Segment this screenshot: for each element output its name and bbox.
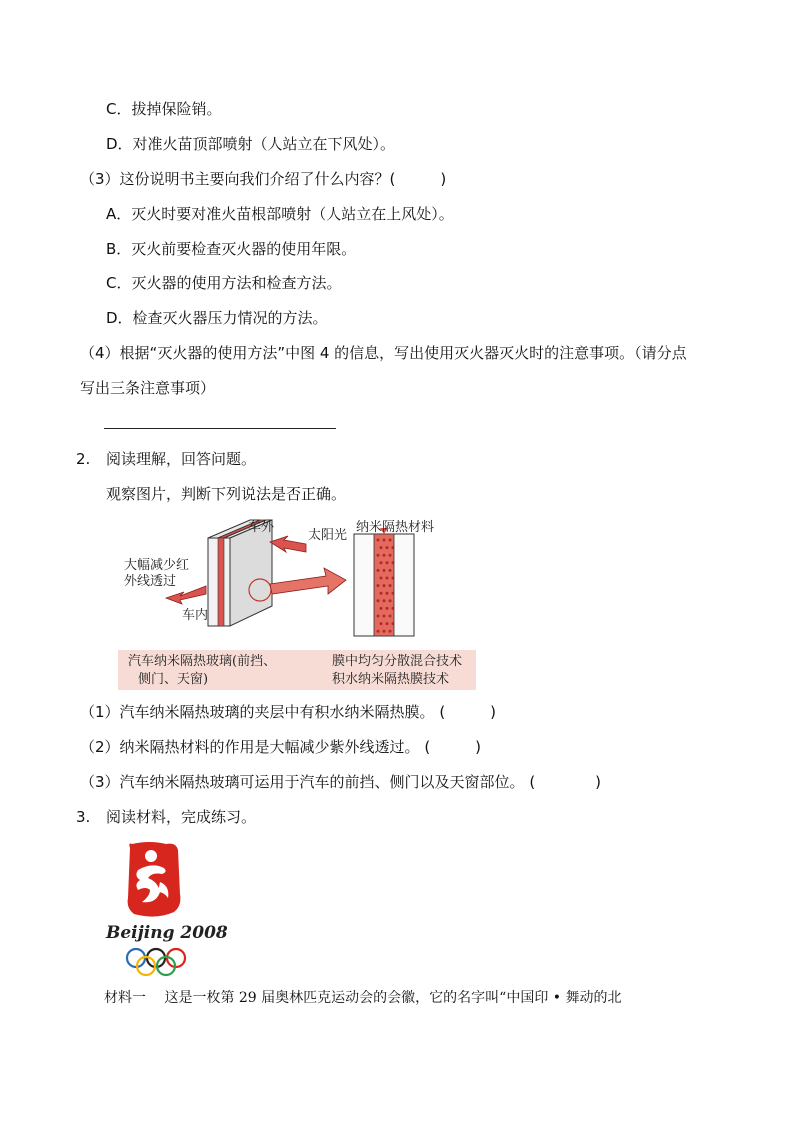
label-reduce-line2: 外线透过 xyxy=(124,574,177,589)
nano-particle-dot xyxy=(392,592,395,595)
q1-sub3-stem: （3）这份说明书主要向我们介绍了什么内容？( ) xyxy=(80,170,447,188)
q1-sub3-option-c: C．灭火器的使用方法和检查方法。 xyxy=(106,274,342,292)
q2-instruction: 观察图片，判断下列说法是否正确。 xyxy=(106,485,347,503)
nano-particle-dot xyxy=(392,561,395,564)
material-one-text: 材料一 这是一枚第 29 届奥林匹克运动会的会徽，它的名字叫“中国印 • 舞动的北 xyxy=(104,990,622,1006)
nano-particle-dot xyxy=(383,599,386,602)
nano-particle-dot xyxy=(383,569,386,572)
nano-particle-dot xyxy=(380,561,383,564)
nano-particle-dot xyxy=(389,569,392,572)
beijing-2008-emblem xyxy=(104,838,228,978)
nano-particle-dot xyxy=(383,630,386,633)
caption-left-line2: 侧门、天窗) xyxy=(138,672,209,687)
q1-sub4-stem-line1: （4）根据“灭火器的使用方法”中图 4 的信息，写出使用灭火器灭火时的注意事项。（请分点 xyxy=(80,344,687,362)
sunlight-arrow xyxy=(270,536,306,552)
nano-particle-dot xyxy=(392,577,395,580)
nano-particle-dot xyxy=(386,622,389,625)
label-inside: 车内 xyxy=(182,608,209,623)
label-nano-material: 纳米隔热材料 xyxy=(356,520,435,535)
nano-particle-dot xyxy=(389,615,392,618)
q1-sub4-stem-line2: 写出三条注意事项） xyxy=(80,379,216,397)
nano-particle-dot xyxy=(386,546,389,549)
q2-title: 阅读理解，回答问题。 xyxy=(106,450,257,468)
nano-particle-dot xyxy=(386,561,389,564)
q1-option-d: D．对准火苗顶部喷射（人站立在下风处）。 xyxy=(106,135,396,153)
nano-particle-dot xyxy=(389,554,392,557)
q1-sub3-option-b: B．灭火前要检查灭火器的使用年限。 xyxy=(106,240,357,258)
nano-particle-dot xyxy=(386,592,389,595)
nano-particle-dot xyxy=(377,615,380,618)
olympic-rings xyxy=(127,949,185,975)
nano-particle-dot xyxy=(380,546,383,549)
caption-right-line1: 膜中均匀分散混合技术 xyxy=(332,654,463,669)
nano-particle-dot xyxy=(380,607,383,610)
q2-item-2: （2）纳米隔热材料的作用是大幅减少紫外线透过。 ( ) xyxy=(80,738,482,756)
nano-particle-dot xyxy=(377,599,380,602)
label-sunlight: 太阳光 xyxy=(308,528,348,543)
nano-particle-dot xyxy=(380,592,383,595)
nano-particle-dot xyxy=(380,622,383,625)
caption-right-line2: 积水纳米隔热膜技术 xyxy=(332,672,450,687)
label-reduce-line1: 大幅减少红 xyxy=(124,558,190,573)
nano-particle-dot xyxy=(389,584,392,587)
nano-particle-dot xyxy=(377,569,380,572)
q2-number: 2. xyxy=(76,450,91,468)
nano-particle-dot xyxy=(377,554,380,557)
nano-particle-dot xyxy=(380,577,383,580)
nano-particle-dot xyxy=(383,554,386,557)
answer-blank-line[interactable] xyxy=(104,428,336,429)
nano-particle-dot xyxy=(386,577,389,580)
nano-particle-dot xyxy=(392,546,395,549)
q1-sub3-option-d: D．检查灭火器压力情况的方法。 xyxy=(106,309,328,327)
nano-particle-dot xyxy=(389,630,392,633)
nano-particle-dot xyxy=(392,622,395,625)
q1-option-c: C．拔掉保险销。 xyxy=(106,100,222,118)
caption-left-line1: 汽车纳米隔热玻璃(前挡、 xyxy=(128,654,277,669)
nano-particle-dot xyxy=(377,584,380,587)
nano-particle-dot xyxy=(392,607,395,610)
nano-particle-dot xyxy=(383,615,386,618)
q3-number: 3. xyxy=(76,808,91,826)
q3-title: 阅读材料，完成练习。 xyxy=(106,808,257,826)
magnify-arrow xyxy=(270,568,346,594)
nano-particle-dot xyxy=(389,539,392,542)
cross-section-illustration xyxy=(354,528,414,636)
nano-particle-dot xyxy=(377,630,380,633)
nano-particle-dot xyxy=(383,539,386,542)
label-outside: 车外 xyxy=(248,520,275,535)
logo-text: Beijing 2008 xyxy=(106,923,228,943)
q1-sub3-option-a: A．灭火时要对准火苗根部喷射（人站立在上风处）。 xyxy=(106,205,454,223)
nano-particle-dot xyxy=(377,539,380,542)
nano-particle-dot xyxy=(386,607,389,610)
q2-item-3: （3）汽车纳米隔热玻璃可运用于汽车的前挡、侧门以及天窗部位。 ( ) xyxy=(80,773,602,791)
q2-item-1: （1）汽车纳米隔热玻璃的夹层中有积水纳米隔热膜。 ( ) xyxy=(80,703,497,721)
nano-particle-dot xyxy=(389,599,392,602)
nano-particle-dot xyxy=(383,584,386,587)
